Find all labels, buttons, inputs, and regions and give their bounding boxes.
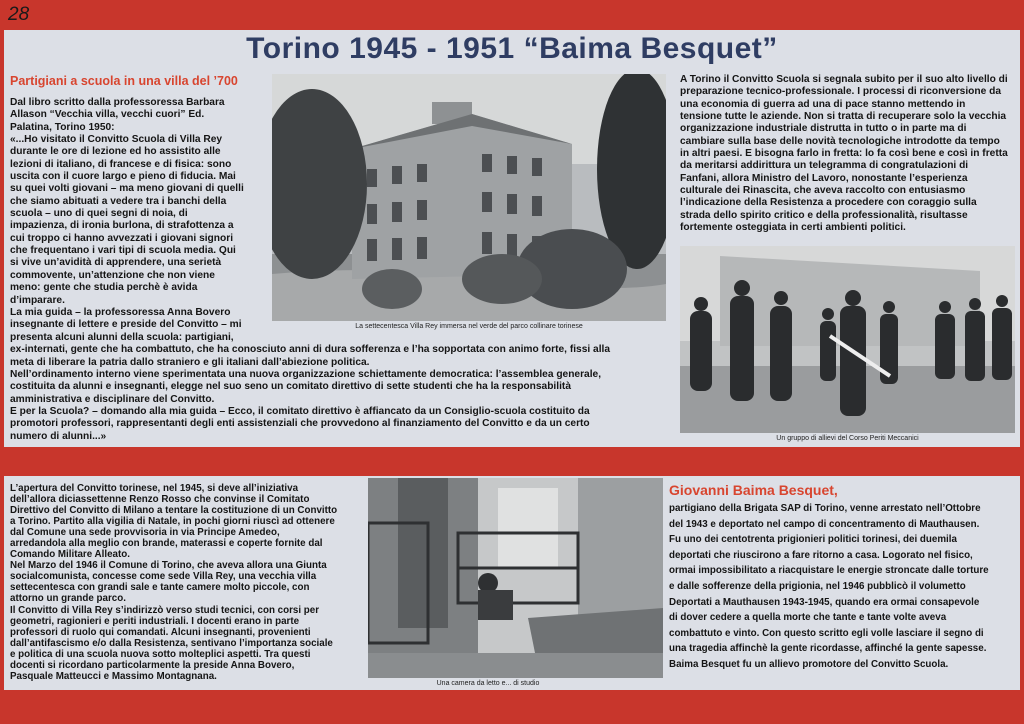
text-line: settecentesca con grandi sale e tante camere molto piccole, con (10, 582, 310, 594)
villa-photo-caption: La settecentesca Villa Rey immersa nel verde del parco collinare torinese (355, 323, 583, 330)
section-heading-partigiani: Partigiani a scuola in una villa del ’700 (10, 74, 238, 88)
text-line: dall’antifascismo e/o dalla Resistenza, sentivano l’importanza sociale (10, 637, 333, 649)
text-line: docenti si ricordano particolarmente la preside Anna Bovero, (10, 659, 295, 671)
text-bottom-right (669, 501, 1015, 673)
text-line: tensione tutte le aziende. Non si tratta di recuperare solo la vecchia (680, 111, 1007, 123)
text-line: si vive un’avidità di apprendere, una serietà (10, 257, 222, 269)
text-line: in altri paesi. E bisogna farlo in fretta: lo fa così bene e così in fretta (680, 148, 1008, 160)
text-line: Fu uno dei centotrenta prigionieri politici torinesi, dei duemila (669, 534, 957, 546)
top-panel (4, 30, 1020, 447)
text-line: Dal libro scritto dalla professoressa Barbara (10, 97, 225, 108)
text-line: cui troppo ci hanno avvezzati i giovani signori (10, 232, 234, 244)
text-line: attorno un grande parco. (10, 593, 126, 605)
text-line: su quei volti giovani – ma meno giovani di quelli (10, 183, 244, 195)
text-line: L’apertura del Convitto torinese, nel 1945, si deve all’iniziativa (10, 483, 299, 494)
text-line: Comando Militare Alleato. (10, 549, 130, 561)
text-line: fortemente osteggiata in certi ambienti politici. (680, 222, 906, 234)
bottom-panel (4, 476, 1020, 690)
text-line: del 1943 e deportato nel campo di concentramento di Mauthausen. (669, 518, 980, 530)
text-line: Nel Marzo del 1946 il Comune di Torino, che aveva allora una Giunta (10, 560, 327, 572)
text-right-top (680, 74, 1015, 234)
text-line: E per la Scuola? – domando alla mia guida – Ecco, il comitato direttivo è affiancato da un Consiglio-scuola costituito da (10, 406, 590, 418)
text-line: arredandola alla meglio con brande, materassi e coperte fornite dal (10, 538, 323, 550)
text-line: presenta alcuni alunni della scuola: partigiani, (10, 332, 234, 343)
text-line: La mia guida – la professoressa Anna Bovero (10, 306, 231, 318)
text-line: numero di alunni...» (10, 430, 107, 442)
quote-text-full (10, 332, 670, 443)
text-bottom-left (10, 483, 360, 682)
text-line: una tragedia affinchè la gente ricordasse, affinché la gente sapesse. (669, 643, 987, 655)
text-line: una economia di guerra ad una di pace stanno mettendo in (680, 98, 966, 110)
text-line: che siamo abituati a vedere tra i banchi della (10, 195, 227, 207)
text-line: d’imparare. (10, 294, 65, 306)
text-line: dell’allora diciassettenne Renzo Rosso che convinse il Comitato (10, 494, 310, 506)
text-line: Nell’ordinamento interno viene sperimentata una nuova organizzazione schiettamente democratica: l’assemblea generale, (10, 369, 602, 381)
text-line: meno: gente che studia perchè è avida (10, 282, 198, 294)
text-line: ex-internati, gente che ha combattuto, che ha conosciuto anni di dura sofferenza e l’ha sopportata con animo forte, fissi alla (10, 344, 611, 356)
text-line: scuola – uno di quei segni di noia, di (10, 208, 188, 220)
students-photo-caption: Un gruppo di allievi del Corso Periti Meccanici (776, 435, 919, 442)
text-line: cambiare sulla base delle novità tecnologiche introdotte da tempo (680, 135, 1000, 147)
quote-text-left (10, 97, 292, 332)
text-line: combattuto e vinto. Con questo scritto egli volle lasciare il segno di (669, 627, 984, 639)
text-line: Baima Besquet fu un allievo promotore del Convitto Scuola. (669, 658, 949, 670)
text-line: socialcomunista, concesse come sede Villa Rey, una vecchia villa (10, 571, 317, 583)
text-line: Deportati a Mauthausen 1943-1945, quando era ormai consapevole (669, 596, 980, 608)
villa-rey-photo (272, 74, 666, 321)
text-line: partigiano della Brigata SAP di Torino, venne arrestato nell’Ottobre (669, 503, 981, 514)
text-line: Palatina, Torino 1950: (10, 121, 115, 133)
text-line: organizzazione industriale distrutta in tutto o in parte ma di (680, 123, 967, 135)
page-title: Torino 1945 - 1951 “Baima Besquet” (246, 32, 778, 65)
text-line: che frequentano i vari tipi di scuola media. Qui (10, 245, 236, 257)
text-line: A Torino il Convitto Scuola si segnala subito per il suo alto livello di (680, 74, 1008, 85)
text-line: di dover cedere a quella morte che tante e tante volte aveva (669, 612, 947, 624)
text-line: costituita da alunni e insegnanti, elegge nel suo seno un comitato direttivo di sette studenti che ha la responsabilità (10, 381, 571, 393)
text-line: commovente, un’attenzione che non viene (10, 269, 215, 281)
text-line: dal Comune una sede provvisoria in via Principe Amedeo, (10, 527, 280, 539)
text-line: Direttivo del Convitto di Milano a tentare la costituzione di un Convitto (10, 505, 338, 517)
text-line: lezioni di italiano, di francese e di fisica: sono (10, 158, 232, 170)
text-line: Pasquale Matteucci e Massimo Montagnana. (10, 670, 217, 682)
text-line: durante le ore di lezione ed ho assistito alle (10, 146, 221, 158)
dormitory-photo-caption: Una camera da letto e... di studio (436, 680, 540, 687)
students-photo (680, 246, 1015, 433)
text-line: da meritarsi addirittura un telegramma di congratulazioni di (680, 160, 969, 172)
text-line: uscita con il cuore largo e pieno di fiducia. Mai (10, 171, 236, 183)
text-line: Il Convitto di Villa Rey s’indirizzò verso studi tecnici, con corsi per (10, 604, 320, 616)
text-line: geometri, ragionieri e periti industriali. I docenti erano in parte (10, 615, 300, 627)
text-line: insegnante di lettere e preside del Convitto – mi (10, 319, 242, 331)
text-line: Fanfani, allora Ministro del Lavoro, nonostante l’esperienza (680, 172, 968, 184)
text-line: preparazione tecnico-professionale. I processi di riconversione da (680, 86, 1002, 98)
text-line: ormai impossibilitato a riacquistare le energie stroncate dalle torture (669, 565, 989, 577)
page-number: 28 (8, 4, 30, 25)
text-line: culturale dei Rinascita, che aveva raccolto con entusiasmo (680, 185, 966, 197)
text-line: Allason “Vecchia villa, vecchi cuori” Ed. (10, 109, 205, 121)
text-line: «...Ho visitato il Convitto Scuola di Villa Rey (10, 134, 223, 146)
section-heading-baima-besquet: Giovanni Baima Besquet, (669, 482, 838, 498)
dormitory-photo (368, 478, 663, 678)
text-line: l’indicazione della Resistenza a procedere con coraggio sulla (680, 197, 977, 209)
text-line: impazienza, di ironia burlona, di strafottenza a (10, 220, 234, 232)
text-line: professori di ruolo qui comandati. Alcuni insegnanti, provenienti (10, 626, 311, 638)
text-line: promotori professori, rappresentanti degli enti assistenziali che provvedono al finanziamento del Convitto e da un certo (10, 418, 590, 430)
text-line: amministrativa e disciplinare del Convitto. (10, 393, 215, 405)
text-line: e politica di una scuola nuova sotto molteplici aspetti. Tra questi (10, 648, 311, 660)
text-line: e dalle sofferenze della prigionia, nel 1946 pubblicò il volumetto (669, 580, 966, 592)
text-line: strada dello spirito critico e della professionalità, risultasse (680, 209, 968, 221)
text-line: deportati che riuscirono a fare ritorno a casa. Logorato nel fisico, (669, 549, 973, 561)
text-line: meta di liberare la patria dallo straniero e gli italiani dall’abiezione politica. (10, 356, 370, 368)
text-line: a Torino. Partito alla vigilia di Natale, in pochi giorni riuscì ad ottenere (10, 516, 335, 528)
